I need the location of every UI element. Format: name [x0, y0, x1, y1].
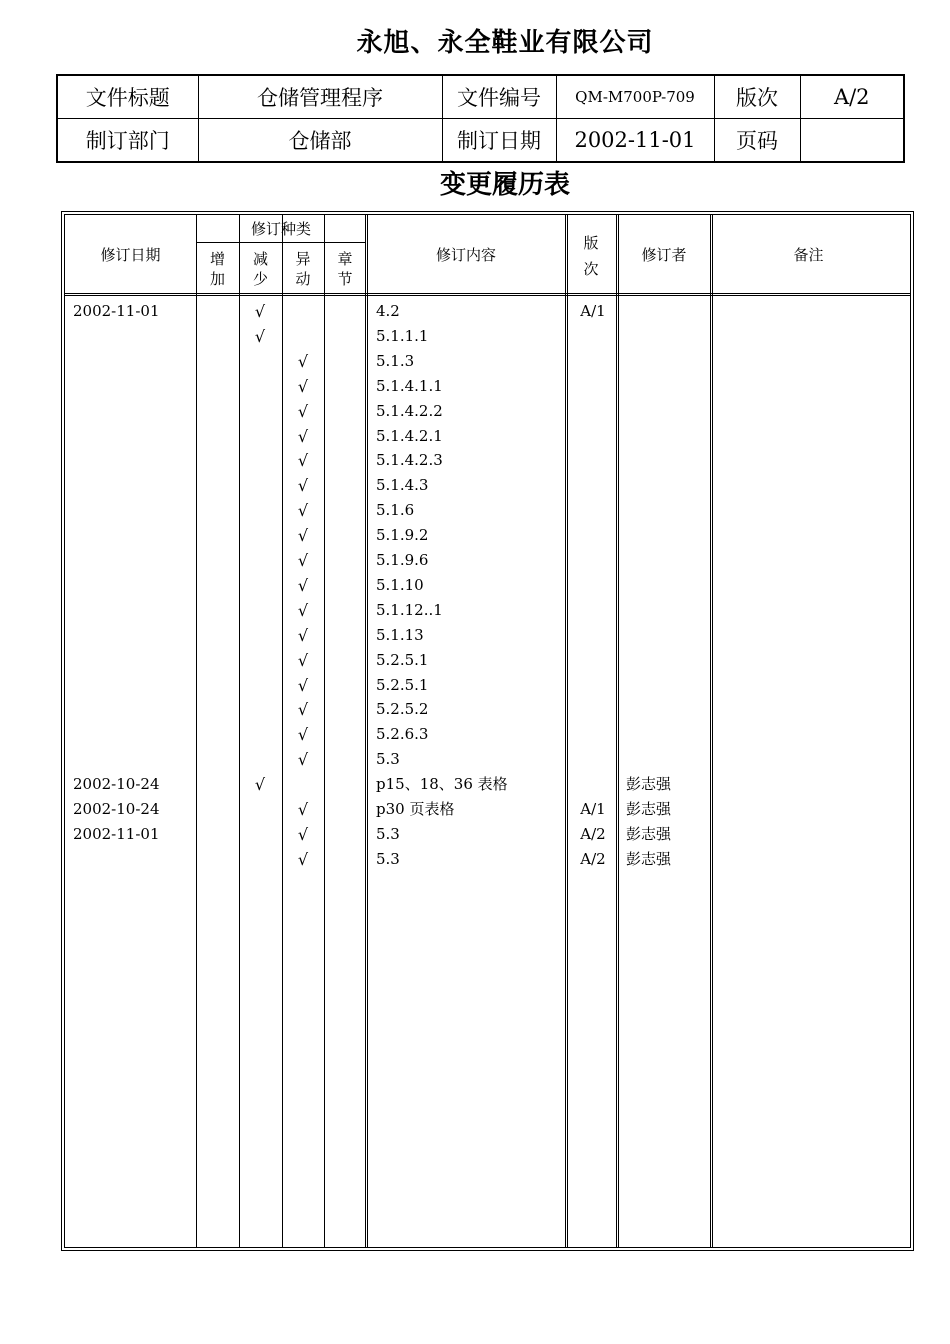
cell-change: √ — [297, 575, 309, 595]
table-row — [65, 697, 910, 722]
header-char: 次 — [583, 260, 599, 278]
table-row — [65, 299, 910, 324]
cell-change: √ — [297, 725, 309, 745]
table-row — [65, 324, 910, 349]
cell-reviser: 彭志强 — [626, 824, 672, 843]
number-value: QM-M700P-709 — [556, 75, 714, 119]
cell-content: 4.2 — [376, 302, 400, 320]
cell-change: √ — [297, 824, 309, 844]
cell-change: √ — [297, 501, 309, 521]
title-value: 仓储管理程序 — [198, 75, 442, 119]
cell-content: 5.1.4.3 — [376, 476, 429, 495]
cell-change: √ — [297, 351, 309, 371]
title-label: 文件标题 — [57, 75, 198, 119]
header-char: 章 — [337, 250, 353, 268]
table-row — [65, 772, 910, 797]
cell-change: √ — [297, 426, 309, 446]
header-char: 增 — [209, 250, 225, 268]
cell-change: √ — [297, 551, 309, 570]
change-log-table — [61, 211, 914, 1251]
header-char: 版 — [583, 234, 599, 252]
cell-change: √ — [297, 800, 309, 819]
table-row — [65, 523, 910, 548]
cell-content: 5.1.10 — [376, 575, 424, 594]
cell-content: 5.1.4.2.2 — [376, 401, 443, 420]
page-label: 页码 — [714, 119, 800, 163]
cell-content: 5.2.6.3 — [376, 725, 429, 744]
table-row — [65, 573, 910, 598]
cell-content: 5.3 — [376, 750, 400, 769]
cell-change: √ — [297, 600, 309, 620]
header-char: 加 — [209, 270, 225, 288]
cell-reviser: 彭志强 — [626, 800, 672, 818]
cell-version: A/1 — [580, 800, 606, 818]
cell-change: √ — [297, 401, 309, 421]
col-header-content: 修订内容 — [435, 246, 496, 264]
cell-reviser: 彭志强 — [626, 849, 672, 868]
dept-value: 仓储部 — [198, 119, 442, 163]
date-label: 制订日期 — [442, 119, 556, 163]
cell-content: 5.1.9.6 — [376, 551, 429, 569]
cell-content: 5.1.3 — [376, 351, 415, 370]
table-row — [65, 399, 910, 424]
table-row — [65, 598, 910, 623]
table-row — [65, 847, 910, 872]
cell-content: 5.1.1.1 — [376, 326, 429, 345]
table-row — [65, 473, 910, 498]
table-row — [65, 623, 910, 648]
cell-version: A/2 — [580, 824, 606, 843]
col-header-remarks: 备注 — [793, 246, 824, 264]
cell-content: 5.1.4.2.1 — [376, 426, 443, 445]
cell-date: 2002-11-01 — [73, 302, 160, 320]
cell-content: 5.3 — [376, 824, 400, 843]
table-row — [65, 747, 910, 772]
page-value — [800, 119, 904, 163]
table-row — [65, 722, 910, 747]
cell-date: 2002-10-24 — [73, 775, 160, 794]
cell-change: √ — [297, 376, 309, 396]
cell-content: 5.1.4.1.1 — [376, 376, 443, 395]
version-label: 版次 — [714, 75, 800, 119]
cell-content: 5.2.5.1 — [376, 675, 429, 694]
cell-change: √ — [297, 476, 309, 496]
col-header-chapter — [324, 249, 366, 289]
header-char: 少 — [252, 270, 268, 288]
table-row — [65, 548, 910, 573]
cell-content: 5.2.5.1 — [376, 650, 429, 669]
number-label: 文件编号 — [442, 75, 556, 119]
table-row — [65, 424, 910, 449]
version-value: A/2 — [800, 75, 904, 119]
col-header-reduce — [239, 249, 282, 289]
table-row — [65, 673, 910, 698]
table-row — [65, 349, 910, 374]
cell-content: 5.3 — [376, 849, 400, 868]
header-char: 异 — [295, 250, 311, 268]
table-row — [65, 374, 910, 399]
table-row — [65, 448, 910, 473]
header-char: 节 — [337, 270, 353, 288]
grid-line — [65, 293, 910, 296]
col-header-change — [282, 249, 324, 289]
cell-change: √ — [297, 849, 309, 869]
cell-date: 2002-11-01 — [73, 824, 160, 843]
cell-change: √ — [297, 526, 309, 546]
table-row — [65, 822, 910, 847]
cell-content: p30 页表格 — [376, 800, 455, 818]
cell-change: √ — [297, 451, 309, 471]
cell-reduce: √ — [254, 302, 266, 321]
cell-date: 2002-10-24 — [73, 800, 160, 818]
cell-reviser: 彭志强 — [626, 775, 672, 794]
header-char: 减 — [252, 250, 268, 268]
change-history-title: 变更履历表 — [439, 170, 570, 200]
table-row — [65, 648, 910, 673]
cell-reduce: √ — [254, 326, 266, 346]
cell-content: 5.2.5.2 — [376, 700, 429, 719]
cell-change: √ — [297, 700, 309, 720]
col-header-date: 修订日期 — [100, 246, 161, 264]
col-header-version — [566, 233, 616, 279]
cell-version: A/2 — [580, 849, 606, 868]
cell-content: 5.1.12..1 — [376, 600, 443, 619]
table-row — [65, 498, 910, 523]
header-char: 动 — [295, 270, 311, 288]
cell-change: √ — [297, 650, 309, 670]
cell-reduce: √ — [254, 775, 266, 795]
grid-line — [196, 242, 366, 243]
document-header-table — [56, 74, 905, 163]
cell-content: 5.1.6 — [376, 501, 415, 520]
company-name: 永旭、永全鞋业有限公司 — [356, 28, 654, 58]
date-value: 2002-11-01 — [556, 119, 714, 163]
cell-change: √ — [297, 625, 309, 645]
col-header-reviser: 修订者 — [641, 246, 687, 264]
cell-content: p15、18、36 表格 — [376, 775, 508, 794]
cell-content: 5.1.4.2.3 — [376, 451, 443, 470]
table-row — [65, 797, 910, 822]
col-header-add — [196, 249, 239, 289]
cell-change: √ — [297, 675, 309, 695]
cell-content: 5.1.9.2 — [376, 526, 429, 545]
cell-version: A/1 — [580, 302, 606, 320]
col-header-type-group: 修订种类 — [250, 220, 311, 238]
dept-label: 制订部门 — [57, 119, 198, 163]
cell-content: 5.1.13 — [376, 625, 424, 644]
cell-change: √ — [297, 750, 309, 770]
